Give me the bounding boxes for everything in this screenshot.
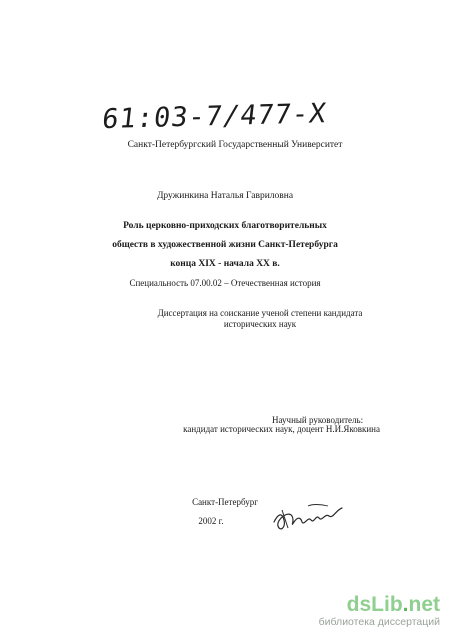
year: 2002 г. xyxy=(198,516,224,526)
title-line-2: обществ в художественной жизни Санкт-Петербурга xyxy=(112,240,338,250)
author-name: Дружинкина Наталья Гавриловна xyxy=(156,191,294,201)
title-line-3: конца XIX - начала XX в. xyxy=(170,259,280,269)
dissertation-statement: Диссертация на соискание ученой степени кандидата исторических наук xyxy=(157,308,363,329)
watermark-subtitle: библиотека диссертаций xyxy=(318,616,440,628)
specialty-line: Специальность 07.00.02 – Отечественная история xyxy=(129,278,321,288)
handwritten-signature xyxy=(268,498,348,538)
watermark-logo: dsLib.net xyxy=(346,593,440,616)
title-line-1: Роль церковно-приходских благотворительных xyxy=(123,221,327,231)
supervisor-name: кандидат исторических наук, доцент Н.И.Яковкина xyxy=(183,424,380,434)
university-name: Санкт-Петербургский Государственный Университет xyxy=(127,140,343,150)
watermark xyxy=(319,594,440,628)
archive-code-handwritten: 61:03-7/477-X xyxy=(100,98,329,136)
city: Санкт-Петербург xyxy=(192,497,258,507)
supervisor-label: Научный руководитель: xyxy=(272,415,364,425)
